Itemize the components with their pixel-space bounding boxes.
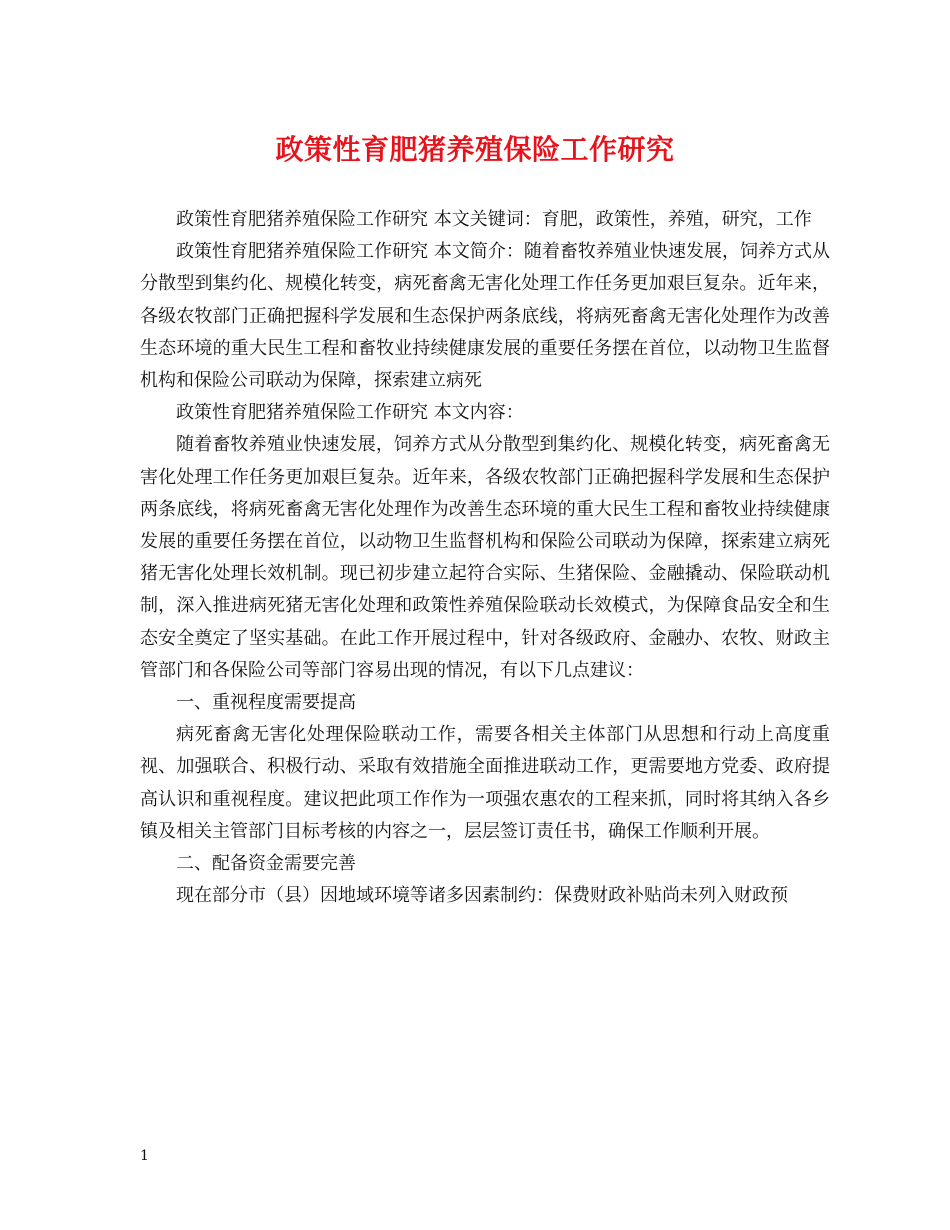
paragraph-content-label: 政策性育肥猪养殖保险工作研究 本文内容： [176,402,524,424]
document-body [140,204,830,912]
paragraph-section-2: 现在部分市（县）因地域环境等诸多因素制约：保费财政补贴尚未列入财政预 [176,885,788,907]
paragraph-intro: 随着畜牧养殖业快速发展，饲养方式从分散型到集约化、规模化转变，病死畜禽无害化处理工作任务更加艰巨复杂。近年来，各级农牧部门正确把握科学发展和生态保护两条底线，将病死畜禽无害化处理作为改善生态环境的重大民生工程和畜牧业持续健康发展的重要任务摆在首位，以动物卫生监督机构和保险公司联动为保障，探索建立病死猪无害化处理长效机制。现已初步建立起符合实际、生猪保险、金融撬动、保险联动机制，深入推进病死猪无害化处理和政策性养殖保险联动长效模式，为保障食品安全和生态安全奠定了坚实基础。在此工作开展过程中，针对各级政府、金融办、农牧、财政主管部门和各保险公司等部门容易出现的情况，有以下几点建议： [140,434,830,681]
page-number: 1 [140,1148,149,1164]
document-title: 政策性育肥猪养殖保险工作研究 [275,133,675,166]
section-heading-2: 二、配备资金需要完善 [176,853,356,875]
section-heading-1: 一、重视程度需要提高 [176,692,356,714]
paragraph-keywords: 政策性育肥猪养殖保险工作研究 本文关键词：育肥，政策性，养殖，研究，工作 [176,209,812,230]
paragraph-section-1: 病死畜禽无害化处理保险联动工作，需要各相关主体部门从思想和行动上高度重视、加强联合、积极行动、采取有效措施全面推进联动工作，更需要地方党委、政府提高认识和重视程度。建议把此项工作作为一项强农惠农的工程来抓，同时将其纳入各乡镇及相关主管部门目标考核的内容之一，层层签订责任书，确保工作顺利开展。 [140,724,830,842]
paragraph-summary: 政策性育肥猪养殖保险工作研究 本文简介：随着畜牧养殖业快速发展，饲养方式从分散型到集约化、规模化转变，病死畜禽无害化处理工作任务更加艰巨复杂。近年来，各级农牧部门正确把握科学发展和生态保护两条底线，将病死畜禽无害化处理作为改善生态环境的重大民生工程和畜牧业持续健康发展的重要任务摆在首位，以动物卫生监督机构和保险公司联动为保障，探索建立病死 [140,241,830,392]
